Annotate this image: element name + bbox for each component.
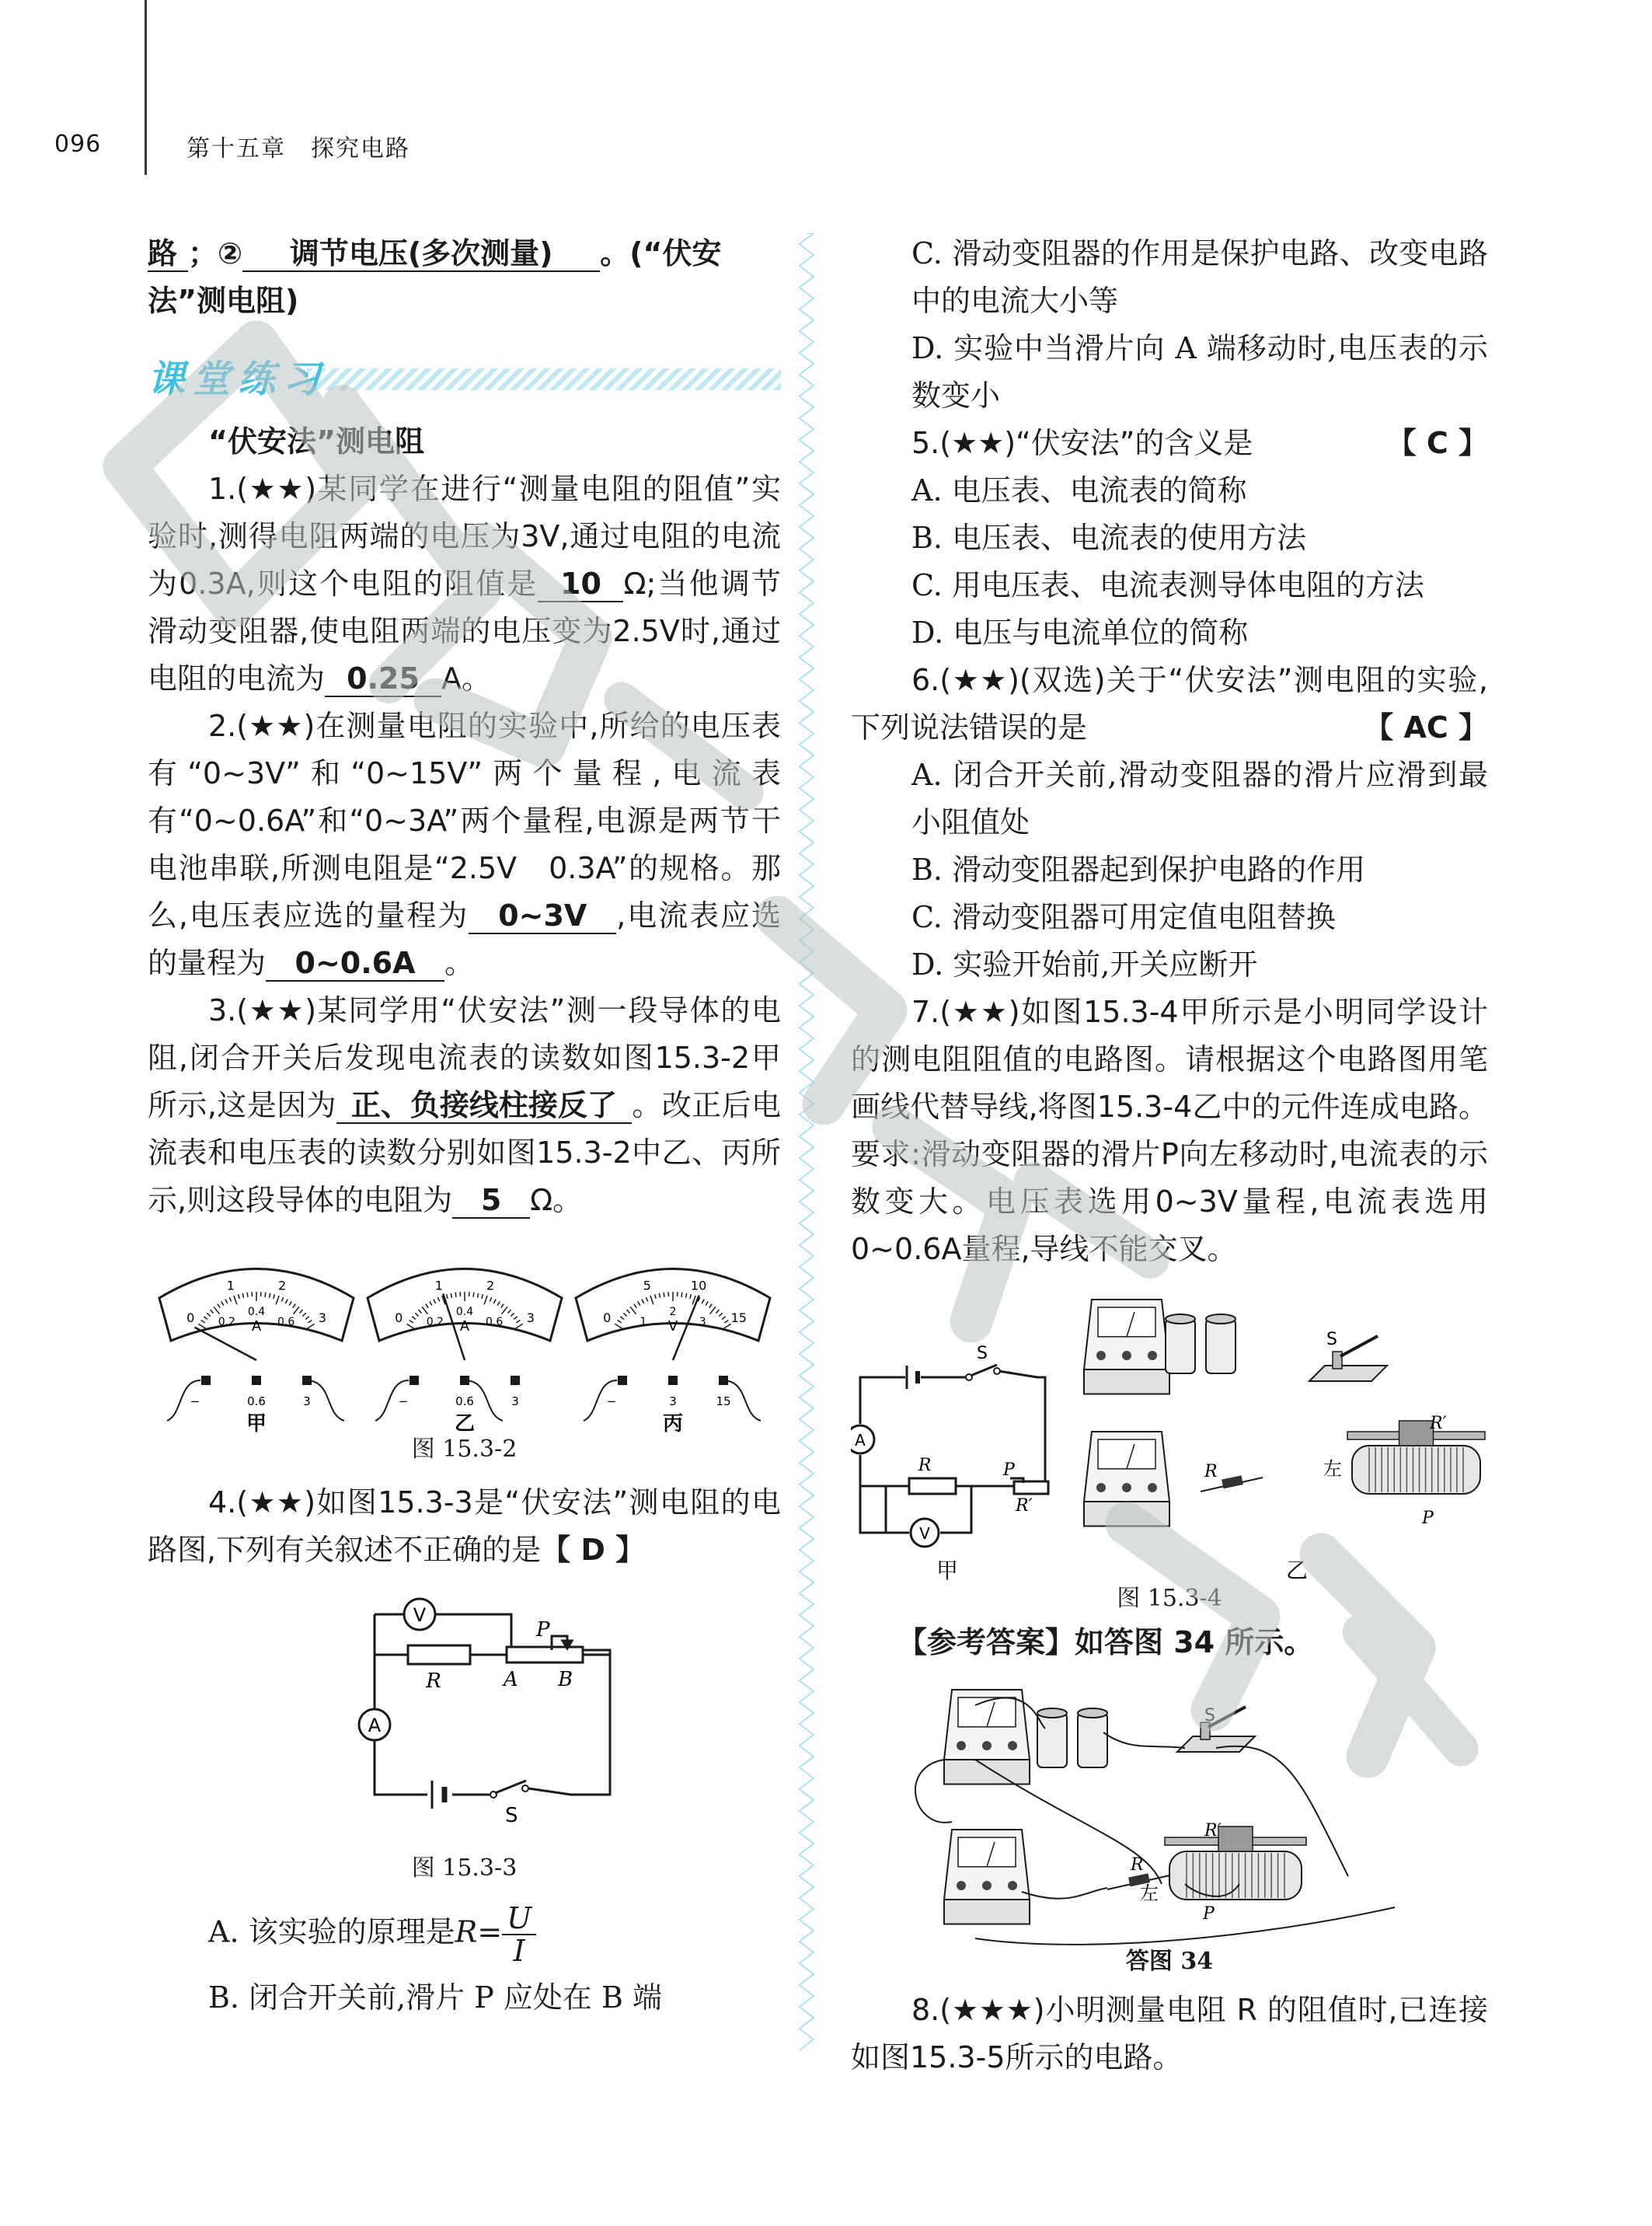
voltmeter-letter: V [413, 1604, 427, 1626]
meter-scale-label: 5 [643, 1278, 651, 1293]
rheostat-device [1347, 1421, 1485, 1494]
continuation-text: ；② [188, 236, 243, 270]
question-8: 8.(★★★)小明测量电阻 R 的阻值时,已连接如图15.3-5所示的电路。 [851, 1993, 1488, 2074]
meter-unit: V [667, 1318, 678, 1335]
continuation-line [148, 230, 781, 277]
meter-tick [265, 1293, 266, 1297]
fig34-rheostat-letter: R′ [1204, 1821, 1222, 1840]
q5-option: B. 电压表、电流表的使用方法 [911, 521, 1307, 555]
meter-tick [681, 1293, 682, 1297]
meter-terminal-label: − [606, 1394, 617, 1408]
q2-answer-2: 0~0.6A [266, 946, 444, 982]
meter-caption-label: 乙 [454, 1412, 476, 1434]
battery-top [1206, 1314, 1236, 1324]
meter [159, 1269, 354, 1435]
left-column [148, 230, 781, 2022]
q2-answer-1: 0~3V [469, 898, 616, 934]
meter-device [1084, 1300, 1169, 1394]
resistor-body [1222, 1475, 1243, 1488]
figure-caption-15-3-4: 图 15.3-4 [1117, 1585, 1222, 1612]
q3-text-3: Ω。 [530, 1183, 583, 1217]
q4-option-d: D. 实验中当滑片向 A 端移动时,电压表的示数变小 [911, 331, 1488, 413]
meter-device-terminal [1008, 1741, 1017, 1750]
meter-device [944, 1690, 1030, 1785]
continuation-line-2: 法”测电阻) [148, 284, 299, 318]
q1-text: 1.(★★)某同学在进行“测量电阻的阻值”实验时,测得电阻两端的电压为3V,通过电阻的电流为0.3A,则这个电阻的阻值是 [148, 472, 781, 601]
section-banner [148, 356, 781, 404]
fig34-resistor-letter: R [1131, 1855, 1144, 1875]
fig4-resistor-letter: R [1204, 1462, 1218, 1481]
meter-needle [195, 1328, 256, 1360]
meter-tick [455, 1293, 456, 1297]
meter-device-terminal [1096, 1351, 1106, 1360]
q4-option-b: B. 闭合开关前,滑片 P 应处在 B 端 [208, 1980, 662, 2015]
q5-answer: 【 C 】 [1386, 426, 1488, 460]
fig34-components [944, 1690, 1306, 1924]
q5-text: 5.(★★)“伏安法”的含义是 [911, 426, 1253, 460]
header-rule [145, 0, 147, 175]
q2-text-2: ,电流表应选的量程为 [148, 898, 781, 980]
battery-device [1037, 1708, 1107, 1767]
meter-terminal-label: 15 [716, 1394, 731, 1408]
fig4-left-label: 左 [1323, 1458, 1342, 1480]
switch-base [1309, 1366, 1387, 1381]
meter-scale-label: 0 [395, 1310, 403, 1326]
answer-figure-caption-34: 答图 34 [1125, 1948, 1214, 1975]
q6-option: C. 滑动变阻器可用定值电阻替换 [911, 900, 1336, 934]
meter-device-terminal [1096, 1483, 1106, 1492]
fig4-slider-letter: P [1422, 1509, 1434, 1528]
meter-scale-label: 1 [434, 1278, 443, 1293]
battery-top [1037, 1708, 1067, 1718]
banner-stripes [307, 368, 781, 390]
question-2 [148, 703, 781, 987]
formula-denominator: I [513, 1934, 525, 1968]
meter-inner-label: 2 [669, 1306, 677, 1318]
battery-cell [1078, 1713, 1107, 1767]
q1-text-2: Ω;当他调节滑动变阻器,使电阻两端的电压变为2.5V时,通过电阻的电流为 [148, 567, 781, 696]
question-6 [851, 657, 1488, 752]
meter-inner-label: 3 [699, 1316, 706, 1329]
figure-15-3-4 [851, 1284, 1488, 1583]
switch-device [1309, 1336, 1387, 1381]
meter-device-terminal [982, 1881, 992, 1890]
fig34-left-label: 左 [1140, 1882, 1159, 1904]
q6-option: A. 闭合开关前,滑动变阻器的滑片应滑到最小阻值处 [911, 758, 1488, 839]
continuation-text-2: 。(“伏安 [600, 236, 722, 270]
meter-terminal-label: 0.6 [455, 1394, 474, 1408]
fig4-resistor-label: R [918, 1456, 932, 1475]
meter-terminal-label: 0.6 [247, 1394, 266, 1408]
question-7: 7.(★★)如图15.3-4甲所示是小明同学设计的测电阻阻值的电路图。请根据这个电路图用笔画线代替导线,将图15.3-4乙中的元件连成电路。要求:滑动变阻器的滑片P向左移动时,电流表的示数变大。电压表选用0~3V量程,电流表选用0~0.6A量程,导线不能交叉。 [851, 995, 1488, 1266]
question-5 [851, 420, 1488, 467]
meter-terminal-label: 3 [669, 1394, 677, 1408]
meter-terminal-label: 3 [303, 1394, 311, 1408]
q3-text-2: 。改正后电流表和电压表的读数分别如图15.3-2中乙、丙所示,则这段导体的电阻为 [148, 1088, 781, 1217]
meter-caption-label: 丙 [662, 1412, 684, 1434]
meter-terminal-label: 3 [511, 1394, 519, 1408]
meter-inner-label: 0.2 [426, 1316, 444, 1329]
q1-answer-2: 0.25 [325, 661, 441, 697]
meter [576, 1269, 770, 1435]
reference-answer: 【参考答案】如答图 34 所示。 [897, 1625, 1314, 1659]
q3-text: 3.(★★)某同学用“伏安法”测一段导体的电阻,闭合开关后发现电流表的读数如图15.3-2甲所示,这是因为 [148, 993, 781, 1122]
q4-text: 4.(★★)如图15.3-3是“伏安法”测电阻的电路图,下列有关叙述不正确的是 [148, 1485, 781, 1567]
q4-option-a-text: A. 该实验的原理是 [208, 1914, 455, 1949]
meter-device [1084, 1432, 1169, 1526]
figure-15-3-4-illustration [851, 1284, 1488, 1583]
fig4-voltmeter-letter: V [919, 1524, 930, 1543]
meter-terminal [668, 1376, 678, 1385]
column-divider [796, 233, 817, 2052]
answer-figure-34 [851, 1674, 1488, 1946]
meter-scale-label: 0 [186, 1310, 195, 1326]
switch-blade [1340, 1336, 1378, 1356]
q5-option: C. 用电压表、电流表测导体电阻的方法 [911, 568, 1424, 602]
q6-option: B. 滑动变阻器起到保护电路的作用 [911, 853, 1366, 887]
meter-inner-label: 0.4 [247, 1306, 266, 1318]
q5-options [851, 467, 1488, 657]
meter-device-terminal [1122, 1483, 1131, 1492]
meter-terminal [201, 1376, 211, 1385]
meter-wire [306, 1380, 344, 1421]
fig4-slider-label: P [1003, 1460, 1015, 1480]
right-column [851, 230, 1488, 2081]
continuation-blank-2: 调节电压(多次测量) [242, 236, 600, 272]
q5-option: D. 电压与电流单位的简称 [911, 616, 1249, 650]
meter-tick [247, 1293, 248, 1297]
meter-device-terminal [1122, 1351, 1131, 1360]
battery-device [1166, 1314, 1236, 1373]
figure-15-3-2 [148, 1232, 781, 1434]
continuation-blank-1: 路 [148, 236, 188, 272]
meter [368, 1269, 562, 1435]
fig4-rheostat-letter: R′ [1430, 1414, 1447, 1433]
rheostat-slider [1218, 1827, 1253, 1851]
meter-scale-label: 10 [690, 1278, 707, 1293]
meter-inner-label: 0.6 [486, 1316, 504, 1329]
fig34-switch-letter: S [1204, 1706, 1215, 1725]
switch-device [1177, 1707, 1255, 1752]
meter-inner-label: 1 [640, 1316, 647, 1329]
fig4-rheostat-label: R′ [1016, 1496, 1033, 1516]
meter-device-terminal [1148, 1483, 1157, 1492]
switch-post [1333, 1352, 1342, 1369]
meter-device-window [1098, 1307, 1155, 1337]
fig4-switch-letter: S [1326, 1330, 1337, 1349]
meter-caption-label: 甲 [246, 1412, 267, 1434]
battery-cell [1037, 1713, 1067, 1767]
meter-terminal [511, 1376, 520, 1385]
q2-text-3: 。 [444, 946, 475, 980]
meter-unit: A [251, 1318, 262, 1335]
end-b-label: B [558, 1668, 573, 1691]
q6-option: D. 实验开始前,开关应断开 [911, 947, 1258, 982]
answer-figure-34-illustration [851, 1674, 1488, 1946]
q6-text: 6.(★★)(双选)关于“伏安法”测电阻的实验,下列说法错误的是 [851, 663, 1488, 745]
chapter-title: 第十五章 探究电路 [186, 135, 410, 162]
switch-base [1177, 1736, 1255, 1752]
meter-unit: A [459, 1318, 470, 1335]
meter-device [944, 1830, 1030, 1924]
meter-scale-label: 2 [486, 1278, 495, 1293]
meter-terminal-label: − [190, 1394, 200, 1408]
fig4-switch-label: S [977, 1344, 988, 1363]
meter-device-base [1084, 1502, 1169, 1526]
resistor-label: R [426, 1670, 441, 1693]
question-1 [148, 466, 781, 703]
circuit-diagram-15-3-3 [148, 1585, 781, 1853]
end-a-label: A [504, 1668, 518, 1691]
q3-answer-2: 5 [452, 1183, 530, 1219]
meter-scale-label: 3 [526, 1310, 535, 1326]
fig4-ammeter-letter: A [855, 1431, 866, 1450]
formula-lhs: R= [455, 1914, 503, 1949]
meter-device-base [944, 1760, 1030, 1785]
q4-option-a [148, 1903, 781, 1966]
slider-label: P [536, 1618, 550, 1642]
fig4-label-jia: 甲 [936, 1558, 959, 1583]
q4-answer: 【 D 】 [541, 1533, 646, 1567]
figure-caption-15-3-3: 图 15.3-3 [411, 1854, 518, 1882]
q1-answer-1: 10 [538, 567, 623, 602]
q1-text-3: A。 [441, 661, 492, 696]
meter-device-window [958, 1837, 1016, 1867]
meter-terminal [252, 1376, 261, 1385]
meters-illustration [148, 1232, 781, 1434]
formula-numerator: U [502, 1903, 536, 1935]
meter-scale-label: 0 [603, 1310, 612, 1326]
meter-device-window [958, 1697, 1016, 1727]
meter-inner-label: 0.4 [455, 1306, 474, 1318]
meter-inner-label: 0.2 [218, 1316, 235, 1329]
section-title: 课堂练习 [148, 358, 329, 401]
switch-label: S [505, 1804, 518, 1827]
fig34-slider-letter: P [1203, 1904, 1215, 1924]
meter-device-terminal [957, 1741, 966, 1750]
meter-device-terminal [957, 1881, 966, 1890]
q6-answer: 【 AC 】 [1364, 710, 1488, 745]
meter-tick [473, 1293, 474, 1297]
meter-device-base [1084, 1369, 1169, 1394]
meter-inner-label: 0.6 [277, 1316, 295, 1329]
meter-scale-label: 1 [226, 1278, 235, 1293]
q5-option: A. 电压表、电流表的简称 [911, 473, 1247, 508]
q2-text: 2.(★★)在测量电阻的实验中,所给的电压表有“0~3V”和“0~15V”两个量程,电流表有“0~0.6A”和“0~3A”两个量程,电源是两节干电池串联,所测电阻是“2.5V 0.3A”的规格。那么,电压表应选的量程为 [148, 709, 781, 933]
meter-terminal [618, 1376, 627, 1385]
question-3 [148, 987, 781, 1224]
q3-answer-1: 正、负接线柱接反了 [336, 1088, 632, 1124]
q6-options [851, 752, 1488, 989]
fig4-components [1084, 1300, 1485, 1526]
battery-cell [1166, 1319, 1195, 1373]
meter-terminal [410, 1376, 419, 1385]
ammeter-letter: A [368, 1715, 382, 1736]
battery-top [1166, 1314, 1195, 1324]
meter-device-terminal [1008, 1881, 1017, 1890]
rheostat-slider [1399, 1421, 1434, 1446]
figure-caption-15-3-2: 图 15.3-2 [411, 1436, 518, 1463]
meter-terminal-label: − [398, 1394, 409, 1408]
subsection-heading: “伏安法”测电阻 [208, 424, 424, 459]
battery-top [1078, 1708, 1107, 1718]
rheostat-coil [1169, 1851, 1302, 1900]
meter-device-terminal [1148, 1351, 1157, 1360]
figure-15-3-3 [148, 1585, 781, 1853]
meter-device-base [944, 1900, 1030, 1924]
formula-fraction [502, 1903, 536, 1966]
q4-option-c: C. 滑动变阻器的作用是保护电路、改变电路中的电流大小等 [911, 236, 1488, 318]
meter-device-terminal [982, 1741, 992, 1750]
meter-device-window [1098, 1439, 1155, 1469]
meter-scale-label: 15 [730, 1310, 747, 1326]
fig4-label-yi: 乙 [1286, 1558, 1309, 1583]
battery-cell [1206, 1319, 1236, 1373]
rheostat-coil [1352, 1446, 1480, 1494]
meter-scale-label: 3 [318, 1310, 326, 1326]
meter-scale-label: 2 [278, 1278, 287, 1293]
page-number: 096 [54, 131, 102, 158]
question-4 [148, 1479, 781, 1574]
